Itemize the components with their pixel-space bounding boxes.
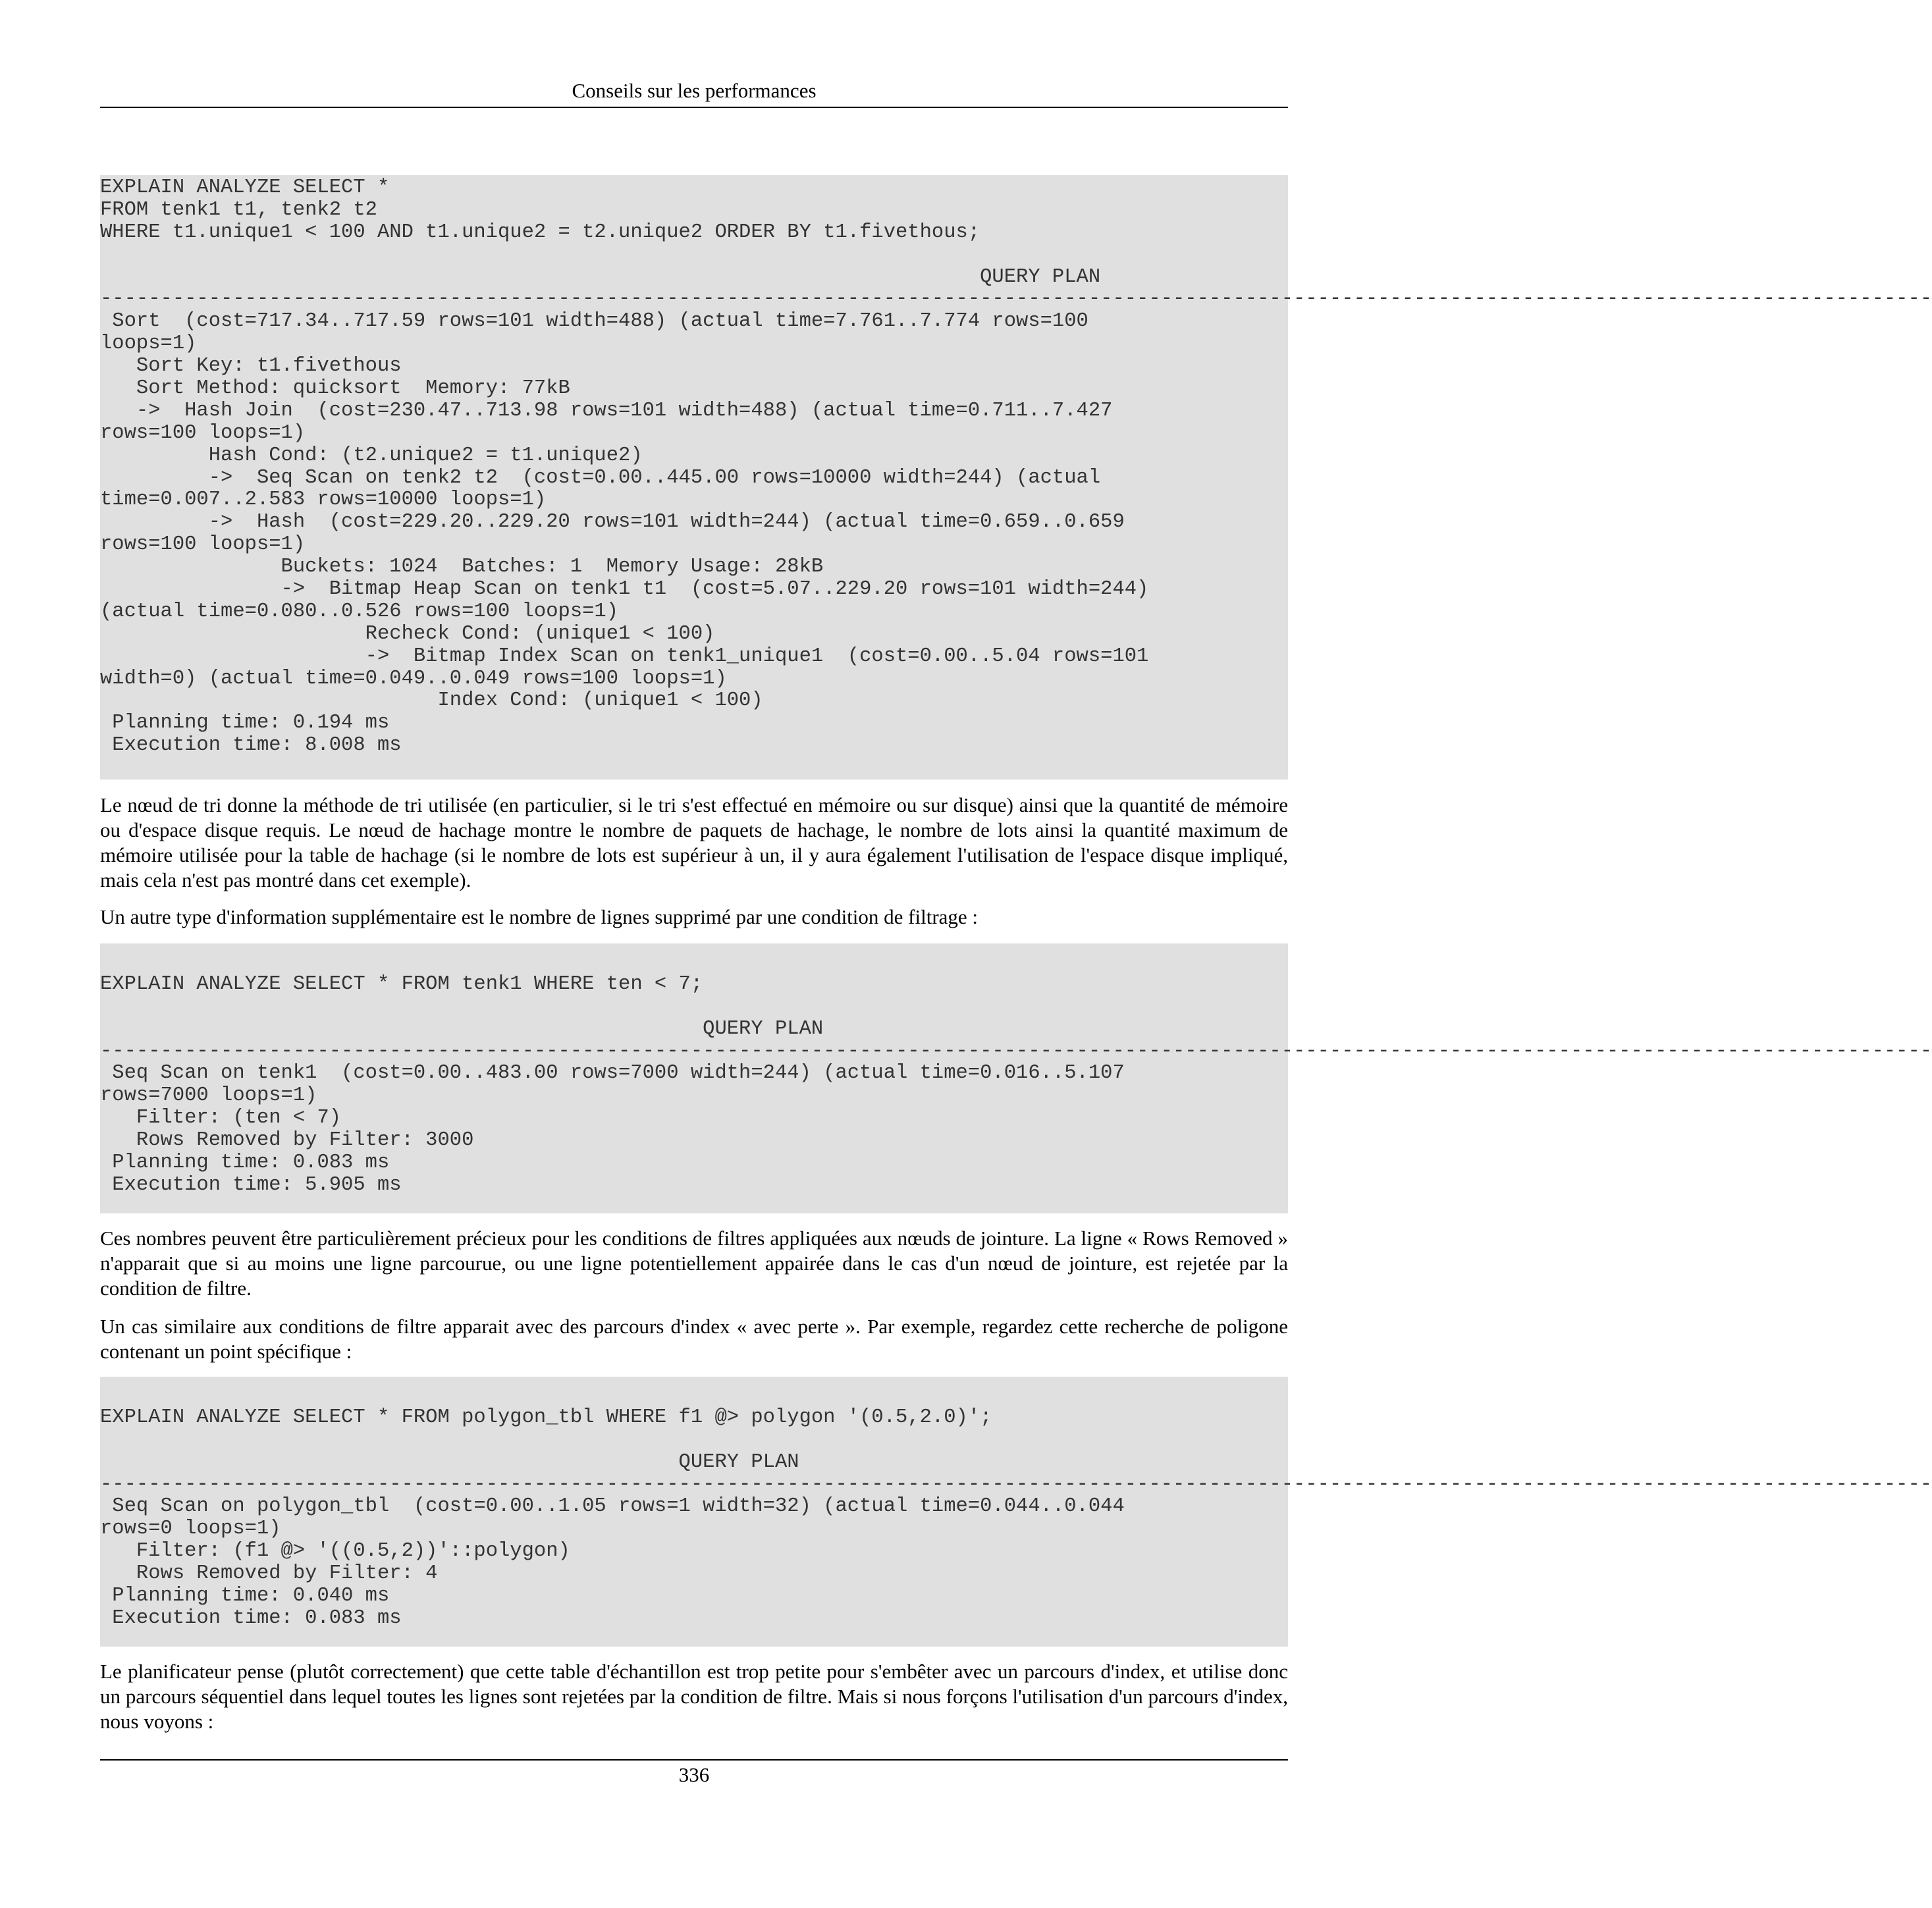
code-line	[100, 1385, 1288, 1407]
code-line: Planning time: 0.040 ms	[100, 1585, 390, 1608]
code-line: Execution time: 8.008 ms	[100, 734, 402, 757]
page-number: 336	[678, 1763, 710, 1786]
code-line: QUERY PLAN	[100, 1450, 799, 1473]
paragraph-lossy-index: Un cas similaire aux conditions de filtre apparait avec des parcours d'index « avec perte ». Par exemple, regardez cette recherche de poligone contenant un point spécifique :	[100, 1315, 1288, 1363]
code-line: Sort (cost=717.34..717.59 rows=101 width=488) (actual time=7.761..7.774 rows=100	[100, 310, 1088, 333]
code-line: rows=0 loops=1)	[100, 1518, 281, 1541]
code-line: width=0) (actual time=0.049..0.049 rows=100 loops=1)	[100, 667, 727, 690]
code-line	[100, 244, 1288, 267]
code-line: Sort Method: quicksort Memory: 77kB	[100, 377, 570, 400]
paragraph-planner-explanation: Le planificateur pense (plutôt correctement) que cette table d'échantillon est trop petite pour s'embêter avec un parcours d'index, et utilise donc un parcours séquentiel dans lequel toutes les lignes sont rejetées par la condition de filtre. Mais si nous forçons l'utilisation d'un parcours d'index, nous voyons :	[100, 1660, 1288, 1733]
code-block-explain-sort	[100, 175, 1932, 780]
code-block-explain-polygon	[100, 1377, 1932, 1647]
code-line: Sort Key: t1.fivethous	[100, 355, 402, 378]
code-line: EXPLAIN ANALYZE SELECT * FROM polygon_tbl WHERE f1 @> polygon '(0.5,2.0)';	[100, 1406, 992, 1429]
code-line: Planning time: 0.194 ms	[100, 712, 390, 735]
code-line: Seq Scan on tenk1 (cost=0.00..483.00 rows=7000 width=244) (actual time=0.016..5.107	[100, 1062, 1125, 1085]
code-line	[100, 996, 1288, 1019]
code-line: rows=7000 loops=1)	[100, 1084, 317, 1107]
code-line: EXPLAIN ANALYZE SELECT *	[100, 176, 390, 199]
page-header: Conseils sur les performances	[572, 79, 817, 102]
code-block-explain-filter	[100, 943, 1932, 1213]
code-line: Execution time: 5.905 ms	[100, 1173, 402, 1196]
code-line: -> Hash Join (cost=230.47..713.98 rows=101 width=488) (actual time=0.711..7.427	[100, 399, 1113, 422]
code-line: --------------------------------------------------------------------------------------------------------------------------------------------------------	[100, 288, 1932, 311]
code-line: -> Bitmap Heap Scan on tenk1 t1 (cost=5.07..229.20 rows=101 width=244)	[100, 578, 1149, 601]
code-line: Recheck Cond: (unique1 < 100)	[100, 622, 715, 645]
code-line: -> Seq Scan on tenk2 t2 (cost=0.00..445.00 rows=10000 width=244) (actual	[100, 466, 1101, 489]
code-line: QUERY PLAN	[100, 265, 1101, 288]
code-line: WHERE t1.unique1 < 100 AND t1.unique2 = t2.unique2 ORDER BY t1.fivethous;	[100, 221, 980, 244]
code-line: Index Cond: (unique1 < 100)	[100, 689, 763, 712]
code-line: Planning time: 0.083 ms	[100, 1152, 390, 1175]
code-line	[100, 1429, 1288, 1452]
code-line: --------------------------------------------------------------------------------------------------------------------------------------------------------	[100, 1040, 1932, 1063]
code-line: EXPLAIN ANALYZE SELECT * FROM tenk1 WHERE ten < 7;	[100, 972, 703, 995]
code-line: rows=100 loops=1)	[100, 421, 306, 444]
code-line: Hash Cond: (t2.unique2 = t1.unique2)	[100, 444, 643, 467]
code-line: loops=1)	[100, 332, 197, 356]
code-line: QUERY PLAN	[100, 1017, 824, 1040]
code-line: rows=100 loops=1)	[100, 533, 306, 556]
code-line: (actual time=0.080..0.526 rows=100 loops=1)	[100, 600, 619, 623]
code-line: Buckets: 1024 Batches: 1 Memory Usage: 28kB	[100, 556, 824, 579]
code-line: Execution time: 0.083 ms	[100, 1606, 402, 1630]
code-line: Filter: (f1 @> '((0.5,2))'::polygon)	[100, 1540, 570, 1563]
paragraph-sort-explanation: Le nœud de tri donne la méthode de tri utilisée (en particulier, si le tri s'est effectué en mémoire ou sur disque) ainsi que la quantité de mémoire ou d'espace disque requis. Le nœud de hachage montre le nombre de paquets de hachage, le nombre de lots ainsi la quantité maximum de mémoire utilisée pour la table de hachage (si le nombre de lots est supérieur à un, il y aura également l'utilisation de l'espace disque impliqué, mais cela n'est pas montré dans cet exemple).	[100, 793, 1288, 891]
code-line: --------------------------------------------------------------------------------------------------------------------------------------------------------	[100, 1473, 1932, 1496]
code-line: -> Bitmap Index Scan on tenk1_unique1 (cost=0.00..5.04 rows=101	[100, 645, 1149, 668]
code-line: Seq Scan on polygon_tbl (cost=0.00..1.05 rows=1 width=32) (actual time=0.044..0.044	[100, 1495, 1125, 1518]
code-line: Filter: (ten < 7)	[100, 1107, 342, 1130]
paragraph-rows-removed: Ces nombres peuvent être particulièrement précieux pour les conditions de filtres appliquées aux nœuds de jointure. La ligne « Rows Removed » n'apparait que si au moins une ligne parcourue, ou une ligne potentiellement appairée dans le cas d'un nœud de jointure, est rejetée par la condition de filtre.	[100, 1227, 1288, 1300]
code-line: time=0.007..2.583 rows=10000 loops=1)	[100, 489, 547, 512]
code-line: FROM tenk1 t1, tenk2 t2	[100, 198, 377, 221]
code-line: Rows Removed by Filter: 3000	[100, 1129, 474, 1152]
header-rule	[100, 107, 1288, 108]
code-line	[100, 951, 1288, 974]
code-line: -> Hash (cost=229.20..229.20 rows=101 width=244) (actual time=0.659..0.659	[100, 511, 1125, 534]
paragraph-filter-intro: Un autre type d'information supplémentaire est le nombre de lignes supprimé par une condition de filtrage :	[100, 905, 979, 928]
code-line: Rows Removed by Filter: 4	[100, 1562, 438, 1585]
